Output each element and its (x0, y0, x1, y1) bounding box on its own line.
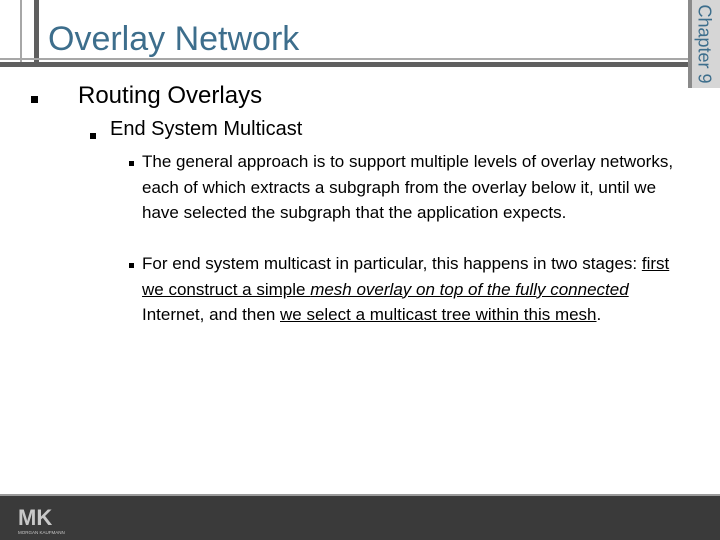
mk-logo-subtext: MORGAN KAUFMANN (18, 530, 65, 535)
page-number: 114 (688, 482, 708, 496)
chapter-label (688, 0, 720, 88)
bullet-level3-marker-1 (129, 161, 134, 166)
frame-line-horizontal-dark (0, 62, 688, 67)
frame-line-vertical-left (20, 0, 22, 66)
bullet2-underlined-2: we select a multicast tree within this mesh (280, 305, 597, 324)
frame-line-vertical-dark (34, 0, 39, 66)
chapter-text: Chapter 9 (694, 4, 715, 84)
bullet-level1-marker (31, 96, 38, 103)
bullet2-plain-2: Internet, and then (142, 305, 280, 324)
bullet2-underlined-1: first we construct a simple (142, 254, 670, 299)
bullet-level3-text-2 (142, 251, 692, 328)
bullet-level3-text-1: The general approach is to support multiple levels of overlay networks, each of which extracts a subgraph from the overlay below it, until we have selected the subgraph that the application expects. (142, 152, 674, 222)
bullet-level2-marker (90, 133, 96, 139)
footer-bar (0, 494, 720, 540)
slide-title: Overlay Network (48, 20, 300, 58)
mk-logo (18, 505, 74, 535)
bullet-level1-text: Routing Overlays (78, 82, 263, 109)
footer-top-line (0, 494, 720, 496)
bullet2-underlined-italic: mesh overlay on top of the fully connected (310, 279, 629, 299)
bullet2-plain-3: . (596, 305, 602, 324)
bullet-level3-marker-2 (129, 263, 134, 268)
mk-logo-letters: MK (18, 505, 53, 530)
bullet-level2-text: End System Multicast (110, 118, 303, 140)
bullet2-plain-1: For end system multicast in particular, this happens in two stages: (142, 254, 642, 273)
